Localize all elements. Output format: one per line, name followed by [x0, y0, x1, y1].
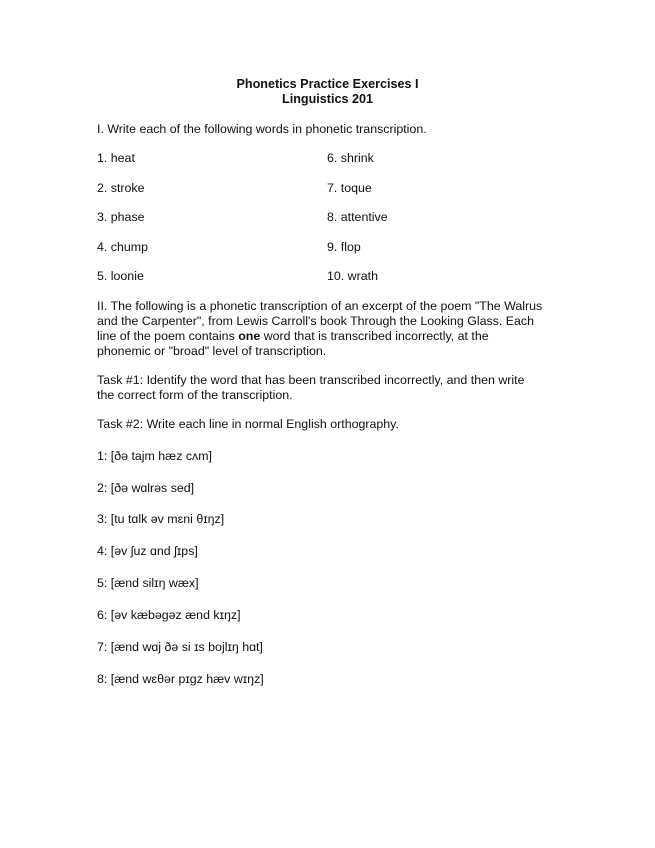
intro-line: II. The following is a phonetic transcription of an excerpt of the poem "The Walrus: [97, 299, 543, 313]
task1-line: the correct form of the transcription.: [97, 388, 293, 402]
transcription-line: 1: [ðə tajm hæz cʌm]: [97, 449, 212, 463]
emphasis-one: one: [238, 329, 261, 343]
section2-intro: [97, 299, 567, 359]
intro-line: phonemic or "broad" level of transcription.: [97, 344, 327, 358]
task1-instruction: [97, 373, 567, 403]
transcription-line: 4: [əv ʃuz ɑnd ʃɪps]: [97, 544, 198, 558]
intro-text: word that is transcribed incorrectly, at the: [260, 329, 489, 343]
transcription-line: 7: [ænd wɑj ðə si ɪs bojlɪŋ hɑt]: [97, 640, 263, 654]
document-title: Phonetics Practice Exercises I: [236, 77, 419, 91]
transcription-line: 6: [əv kæbəgəz ænd kɪŋz]: [97, 608, 241, 622]
title-block: [0, 77, 655, 107]
word-item: 10. wrath: [327, 269, 378, 283]
word-item: 3. phase: [97, 210, 145, 224]
transcription-line: 2: [ðə wɑlrəs sed]: [97, 481, 195, 495]
transcription-line: 3: [tu tɑlk əv mɛni θɪŋz]: [97, 512, 225, 526]
task1-line: Task #1: Identify the word that has been transcribed incorrectly, and then write: [97, 373, 525, 387]
word-item: 8. attentive: [327, 210, 388, 224]
course-name: Linguistics 201: [282, 92, 373, 106]
task2-instruction: Task #2: Write each line in normal English orthography.: [97, 417, 399, 431]
word-item: 9. flop: [327, 240, 361, 254]
intro-text: line of the poem contains: [97, 329, 239, 343]
word-item: 4. chump: [97, 240, 148, 254]
word-item: 7. toque: [327, 181, 372, 195]
word-item: 6. shrink: [327, 151, 374, 165]
section1-instruction: I. Write each of the following words in phonetic transcription.: [97, 122, 427, 136]
intro-line: [97, 329, 567, 344]
intro-line: and the Carpenter", from Lewis Carroll's book Through the Looking Glass. Each: [97, 314, 534, 328]
word-item: 5. loonie: [97, 269, 144, 283]
transcription-line: 8: [ænd wɛθər pɪgz hæv wɪŋz]: [97, 672, 264, 686]
word-item: 2. stroke: [97, 181, 145, 195]
word-item: 1. heat: [97, 151, 135, 165]
transcription-line: 5: [ænd silɪŋ wæx]: [97, 576, 199, 590]
